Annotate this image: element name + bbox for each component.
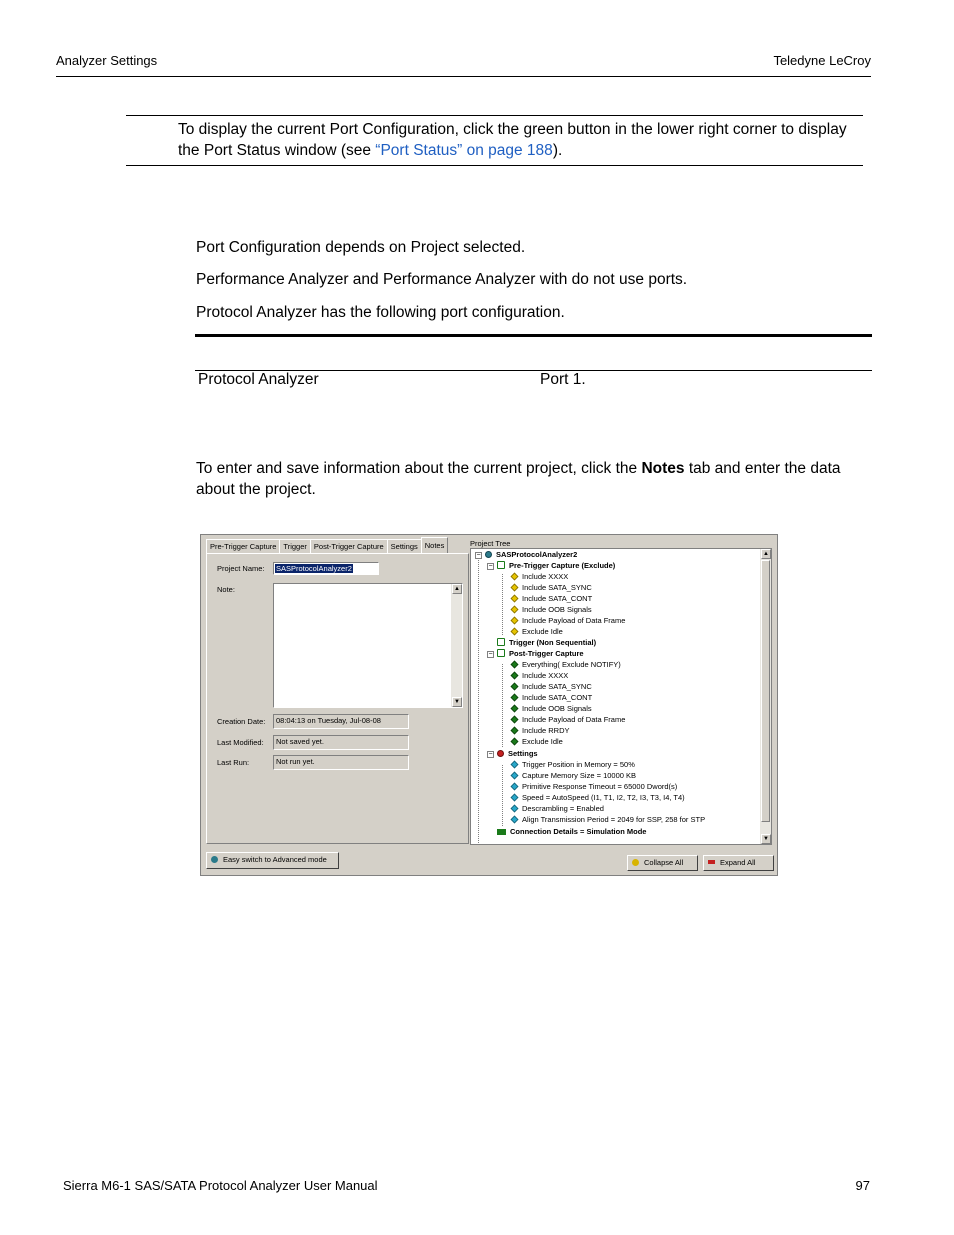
project-name-input[interactable]: SASProtocolAnalyzer2: [273, 562, 379, 575]
tree-item[interactable]: Include Payload of Data Frame: [511, 714, 625, 725]
note-scrollbar[interactable]: [451, 584, 462, 707]
creation-date-label: Creation Date:: [217, 717, 266, 726]
setting-icon: [511, 761, 519, 769]
tree-item[interactable]: Include OOB Signals: [511, 703, 592, 714]
scroll-up-icon[interactable]: ▲: [761, 549, 771, 559]
tree-node-settings[interactable]: − Settings: [488, 749, 538, 758]
include-rule-icon: [511, 738, 519, 746]
collapse-icon[interactable]: −: [488, 751, 493, 758]
tree-line: [502, 664, 503, 747]
setting-icon: [511, 816, 519, 824]
tree-root[interactable]: − SASProtocolAnalyzer2: [476, 550, 578, 559]
scroll-down-icon[interactable]: ▼: [761, 834, 771, 844]
note-top-rule: [126, 115, 863, 116]
scroll-up-icon[interactable]: ▲: [452, 584, 462, 594]
capture-group-icon: [497, 561, 505, 569]
settings-icon: [497, 750, 504, 757]
port-line-3: Protocol Analyzer has the following port configuration.: [196, 304, 565, 321]
tree-node-post-trigger[interactable]: − Post-Trigger Capture: [488, 649, 584, 658]
port-line-1: Port Configuration depends on Project selected.: [196, 239, 526, 256]
tab-pre-trigger[interactable]: Pre-Trigger Capture: [206, 539, 280, 554]
tree-item[interactable]: Everything( Exclude NOTIFY): [511, 659, 621, 670]
exclude-rule-icon: [511, 628, 519, 636]
collapse-icon: [632, 859, 639, 866]
last-modified-label: Last Modified:: [217, 738, 264, 747]
running-header-right: Teledyne LeCroy: [773, 53, 871, 68]
port-line-2: Performance Analyzer and Performance Analyzer with do not use ports.: [196, 271, 688, 288]
running-header-left: Analyzer Settings: [56, 53, 158, 68]
easy-switch-button[interactable]: Easy switch to Advanced mode: [206, 852, 339, 869]
include-rule-icon: [511, 727, 519, 735]
last-run-label: Last Run:: [217, 758, 250, 767]
tree-item[interactable]: Include Payload of Data Frame: [511, 615, 625, 626]
tree-node-connection[interactable]: Connection Details = Simulation Mode: [497, 826, 646, 837]
collapse-icon[interactable]: −: [488, 563, 493, 570]
tree-item[interactable]: Capture Memory Size = 10000 KB: [511, 770, 636, 781]
tab-trigger[interactable]: Trigger: [279, 539, 310, 554]
scroll-down-icon[interactable]: ▼: [452, 697, 462, 707]
tree-item[interactable]: Speed = AutoSpeed (I1, T1, I2, T2, I3, T3, I4, T4): [511, 792, 685, 803]
tree-item[interactable]: Include SATA_SYNC: [511, 681, 592, 692]
tree-item[interactable]: Exclude Idle: [511, 626, 563, 637]
tree-item[interactable]: Include OOB Signals: [511, 604, 592, 615]
last-modified-value: Not saved yet.: [273, 735, 409, 750]
project-name-label: Project Name:: [217, 564, 265, 573]
project-notes-screenshot: [200, 534, 778, 876]
project-tree[interactable]: [470, 548, 772, 845]
table-top-rule: [195, 334, 872, 337]
tree-item[interactable]: Trigger Position in Memory = 50%: [511, 759, 635, 770]
setting-icon: [511, 794, 519, 802]
note-label: Note:: [217, 585, 235, 594]
tree-item[interactable]: Include RRDY: [511, 725, 570, 736]
notes-intro: To enter and save information about the current project, click the Notes tab and enter the data about the project.: [196, 460, 841, 498]
tree-item[interactable]: Include SATA_CONT: [511, 692, 592, 703]
note-bottom-rule: [126, 165, 863, 166]
table-cell-project: Protocol Analyzer: [198, 371, 319, 388]
expand-all-button[interactable]: Expand All: [703, 855, 774, 871]
setting-icon: [511, 805, 519, 813]
tree-line: [502, 765, 503, 826]
port-status-link[interactable]: “Port Status” on page 188: [375, 142, 553, 159]
creation-date-value: 08:04:13 on Tuesday, Jul-08-08: [273, 714, 409, 729]
include-rule-icon: [511, 694, 519, 702]
exclude-rule-icon: [511, 606, 519, 614]
include-rule-icon: [511, 683, 519, 691]
setting-icon: [511, 772, 519, 780]
collapse-icon[interactable]: −: [488, 651, 493, 658]
tab-strip: [206, 539, 447, 553]
note-text: To display the current Port Configuration, click the green button in the lower right corner to display the Port Status window (see “Port Status” on page 188).: [178, 121, 847, 159]
tree-line: [502, 574, 503, 635]
tab-post-trigger[interactable]: Post-Trigger Capture: [310, 539, 388, 554]
project-tree-title: Project Tree: [470, 539, 511, 548]
page-number: 97: [855, 1178, 870, 1193]
tree-node-trigger[interactable]: Trigger (Non Sequential): [497, 637, 596, 648]
include-rule-icon: [511, 705, 519, 713]
tab-notes[interactable]: Notes: [421, 537, 449, 554]
tree-scroll-thumb[interactable]: [761, 560, 770, 822]
tree-node-pre-trigger[interactable]: − Pre-Trigger Capture (Exclude): [488, 561, 616, 570]
header-rule: [56, 76, 871, 77]
tree-line: [478, 558, 479, 843]
trigger-icon: [497, 638, 505, 646]
tree-item[interactable]: Descrambling = Enabled: [511, 803, 604, 814]
project-icon: [485, 551, 492, 558]
tree-item[interactable]: Exclude Idle: [511, 736, 563, 747]
exclude-rule-icon: [511, 595, 519, 603]
capture-group-icon: [497, 649, 505, 657]
collapse-all-button[interactable]: Collapse All: [627, 855, 698, 871]
tab-settings[interactable]: Settings: [387, 539, 422, 554]
tree-item[interactable]: Include SATA_SYNC: [511, 582, 592, 593]
tree-item[interactable]: Align Transmission Period = 2049 for SSP, 258 for STP: [511, 814, 705, 825]
note-textarea[interactable]: [273, 583, 463, 708]
footer-title: Sierra M6-1 SAS/SATA Protocol Analyzer User Manual: [63, 1178, 378, 1193]
exclude-rule-icon: [511, 573, 519, 581]
table-cell-port: Port 1.: [540, 371, 586, 388]
expand-icon: [708, 860, 715, 864]
collapse-icon[interactable]: −: [476, 552, 481, 559]
globe-icon: [211, 856, 218, 863]
notes-panel: [206, 553, 469, 844]
include-rule-icon: [511, 672, 519, 680]
exclude-rule-icon: [511, 584, 519, 592]
tree-item[interactable]: Include SATA_CONT: [511, 593, 592, 604]
last-run-value: Not run yet.: [273, 755, 409, 770]
connection-icon: [497, 829, 506, 835]
include-rule-icon: [511, 661, 519, 669]
tree-item[interactable]: Primitive Response Timeout = 65000 Dword(s): [511, 781, 677, 792]
include-rule-icon: [511, 716, 519, 724]
tree-item[interactable]: Include XXXX: [511, 571, 568, 582]
exclude-rule-icon: [511, 617, 519, 625]
tree-item[interactable]: Include XXXX: [511, 670, 568, 681]
setting-icon: [511, 783, 519, 791]
